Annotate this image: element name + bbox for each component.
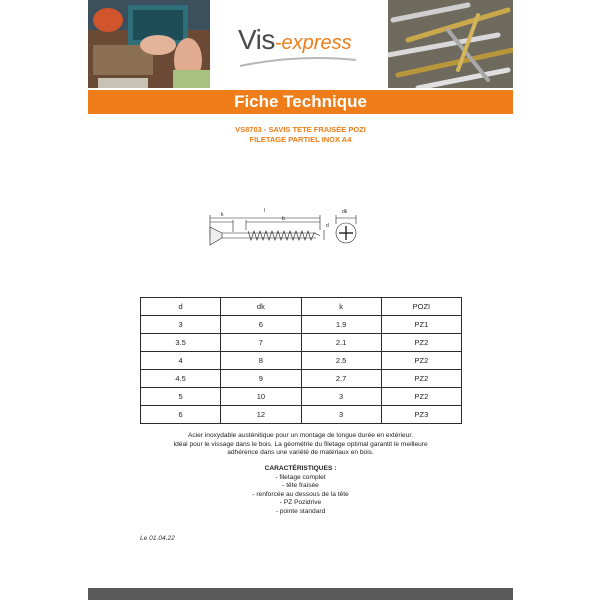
screws-photo xyxy=(388,0,513,88)
feature-item: - renforcée au dessous de la tête xyxy=(252,490,349,498)
table-cell: 5 xyxy=(141,388,221,406)
product-title-line1: VS8703 - SAVIS TETE FRAISÉE POZI xyxy=(235,125,366,134)
drawing-label-k: k xyxy=(221,212,224,218)
column-header-k: k xyxy=(301,298,381,316)
column-header-dk: dk xyxy=(221,298,301,316)
brand-name-main: Vis xyxy=(238,24,275,55)
feature-item: - pointe standard xyxy=(275,507,326,515)
table-row xyxy=(141,316,462,334)
feature-item: - PZ Pozidrive xyxy=(279,499,322,507)
table-cell: 7 xyxy=(221,334,301,352)
drawing-label-b: b xyxy=(282,216,285,222)
drawing-label-dk: dk xyxy=(342,209,348,215)
description-line: Acier inoxydable austénitique pour un montage de longue durée en extérieur. xyxy=(187,432,414,439)
specs-table xyxy=(140,297,462,424)
table-row xyxy=(141,334,462,352)
features-heading: CARACTÉRISTIQUES : xyxy=(264,465,337,472)
product-title-line2: FILETAGE PARTIEL INOX A4 xyxy=(249,135,352,144)
table-cell: 8 xyxy=(221,352,301,370)
table-row xyxy=(141,352,462,370)
drawing-label-d: d xyxy=(326,223,329,229)
table-cell: 3 xyxy=(301,406,381,424)
table-row xyxy=(141,370,462,388)
feature-item: - filetage complet xyxy=(275,473,326,481)
table-row xyxy=(141,388,462,406)
product-title xyxy=(88,125,513,145)
product-description xyxy=(128,432,473,458)
table-cell: 1.9 xyxy=(301,316,381,334)
table-cell: PZ3 xyxy=(381,406,461,424)
table-cell: 12 xyxy=(221,406,301,424)
table-cell: 6 xyxy=(141,406,221,424)
table-cell: PZ2 xyxy=(381,370,461,388)
table-row xyxy=(141,406,462,424)
brand-name-accent: -express xyxy=(274,32,352,54)
table-header-row xyxy=(141,298,462,316)
table-cell: 6 xyxy=(221,316,301,334)
workshop-photo xyxy=(88,0,210,88)
footer-bar xyxy=(88,588,513,600)
page-title: Fiche Technique xyxy=(234,92,367,111)
table-cell: 3.5 xyxy=(141,334,221,352)
table-cell: 3 xyxy=(301,388,381,406)
table-cell: 2.5 xyxy=(301,352,381,370)
feature-item: - tête fraisée xyxy=(282,482,319,490)
brand-logo xyxy=(238,24,352,56)
table-cell: PZ2 xyxy=(381,388,461,406)
table-cell: 4.5 xyxy=(141,370,221,388)
column-header-d: d xyxy=(141,298,221,316)
table-cell: PZ2 xyxy=(381,352,461,370)
header-banner xyxy=(88,0,513,88)
screw-technical-drawing xyxy=(198,200,398,260)
document-date: Le 01.04.22 xyxy=(140,535,175,542)
description-line: Idéal pour le vissage dans le bois. La géométrie du filetage optimal garantit le meilleure xyxy=(173,440,428,448)
table-cell: PZ2 xyxy=(381,334,461,352)
table-cell: 3 xyxy=(141,316,221,334)
table-cell: 2.7 xyxy=(301,370,381,388)
features-list xyxy=(128,465,473,517)
table-cell: PZ1 xyxy=(381,316,461,334)
table-cell: 2.1 xyxy=(301,334,381,352)
column-header-pozi: POZI xyxy=(381,298,461,316)
logo-swoosh-icon xyxy=(238,56,358,68)
table-cell: 10 xyxy=(221,388,301,406)
table-cell: 9 xyxy=(221,370,301,388)
datasheet-page xyxy=(88,0,513,600)
table-cell: 4 xyxy=(141,352,221,370)
title-bar xyxy=(88,90,513,114)
drawing-label-l: l xyxy=(264,208,266,214)
description-line: adhérence dans une variété de matériaux en bois. xyxy=(227,449,374,457)
